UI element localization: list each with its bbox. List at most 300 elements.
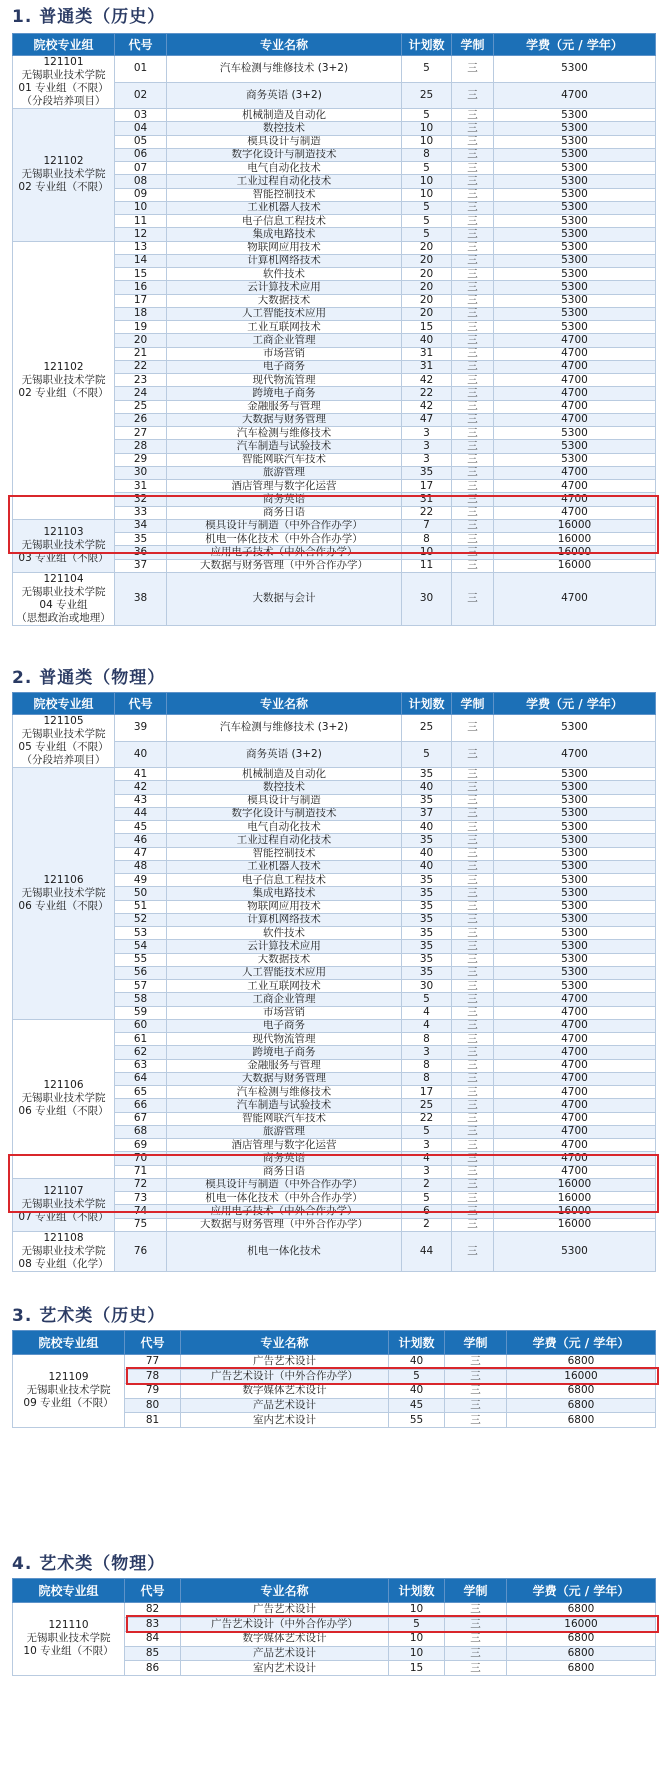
fee-cell: 16000: [494, 546, 656, 559]
duration-cell: 三: [452, 900, 494, 913]
code-cell: 39: [115, 715, 167, 742]
duration-cell: 三: [452, 874, 494, 887]
plan-cell: 55: [389, 1413, 445, 1428]
duration-cell: 三: [452, 807, 494, 820]
major-cell: 大数据与财务管理: [167, 413, 402, 426]
code-cell: 44: [115, 807, 167, 820]
fee-cell: 5300: [494, 307, 656, 320]
fee-cell: 4700: [494, 1125, 656, 1138]
plan-cell: 20: [402, 268, 452, 281]
plan-cell: 5: [402, 162, 452, 175]
fee-cell: 4700: [494, 1086, 656, 1099]
duration-cell: 三: [452, 1165, 494, 1178]
duration-cell: 三: [452, 1112, 494, 1125]
group-label-line: 10 专业组（不限）: [23, 1645, 114, 1658]
major-cell: 集成电路技术: [167, 887, 402, 900]
group-label-line: 121107: [43, 1185, 84, 1198]
duration-cell: 三: [452, 940, 494, 953]
plan-cell: 5: [402, 741, 452, 768]
plan-cell: 2: [402, 1178, 452, 1191]
code-cell: 72: [115, 1178, 167, 1191]
group-label-line: 121103: [43, 526, 84, 539]
fee-cell: 4700: [494, 993, 656, 1006]
duration-cell: 三: [445, 1355, 507, 1370]
plan-cell: 40: [402, 860, 452, 873]
plan-cell: 25: [402, 82, 452, 109]
major-cell: 机械制造及自动化: [167, 768, 402, 781]
fee-cell: 5300: [494, 453, 656, 466]
code-cell: 36: [115, 546, 167, 559]
major-cell: 市场营销: [167, 347, 402, 360]
fee-cell: 16000: [494, 1205, 656, 1218]
code-cell: 55: [115, 953, 167, 966]
plan-cell: 40: [389, 1384, 445, 1399]
major-cell: 模具设计与制造: [167, 794, 402, 807]
plan-cell: 4: [402, 1006, 452, 1019]
plan-cell: 4: [402, 1152, 452, 1165]
fee-cell: 4700: [494, 506, 656, 519]
group-label-line: 04 专业组: [39, 598, 88, 611]
plan-cell: 20: [402, 281, 452, 294]
plan-cell: 7: [402, 519, 452, 532]
code-cell: 81: [125, 1413, 181, 1428]
major-cell: 大数据技术: [167, 294, 402, 307]
major-cell: 现代物流管理: [167, 374, 402, 387]
plan-cell: 8: [402, 1059, 452, 1072]
fee-cell: 4700: [494, 493, 656, 506]
major-cell: 商务日语: [167, 1165, 402, 1178]
code-cell: 26: [115, 413, 167, 426]
major-cell: 云计算技术应用: [167, 940, 402, 953]
duration-cell: 三: [452, 913, 494, 926]
column-header-major: 专业名称: [167, 693, 402, 715]
plan-cell: 45: [389, 1398, 445, 1413]
major-cell: 工业互联网技术: [167, 321, 402, 334]
code-cell: 59: [115, 1006, 167, 1019]
major-cell: 室内艺术设计: [181, 1413, 389, 1428]
plan-cell: 3: [402, 453, 452, 466]
major-cell: 跨境电子商务: [167, 1046, 402, 1059]
duration-cell: 三: [452, 148, 494, 161]
duration-cell: 三: [452, 294, 494, 307]
duration-cell: 三: [452, 1152, 494, 1165]
fee-cell: 5300: [494, 927, 656, 940]
duration-cell: 三: [452, 109, 494, 122]
column-header-fee: 学费（元 / 学年）: [507, 1331, 656, 1355]
plan-cell: 8: [402, 533, 452, 546]
code-cell: 34: [115, 519, 167, 532]
major-cell: 汽车检测与维修技术 (3+2): [167, 56, 402, 83]
plan-cell: 31: [402, 360, 452, 373]
plan-cell: 25: [402, 715, 452, 742]
plan-cell: 5: [402, 1125, 452, 1138]
duration-cell: 三: [452, 1205, 494, 1218]
code-cell: 18: [115, 307, 167, 320]
duration-cell: 三: [452, 715, 494, 742]
fee-cell: 4700: [494, 1006, 656, 1019]
table-row: [13, 109, 656, 122]
code-cell: 24: [115, 387, 167, 400]
fee-cell: 6800: [507, 1355, 656, 1370]
duration-cell: 三: [452, 480, 494, 493]
major-cell: 电气自动化技术: [167, 162, 402, 175]
fee-cell: 16000: [494, 519, 656, 532]
duration-cell: 三: [452, 546, 494, 559]
plan-cell: 35: [402, 966, 452, 979]
duration-cell: 三: [452, 980, 494, 993]
fee-cell: 4700: [494, 413, 656, 426]
major-cell: 数字化设计与制造技术: [167, 807, 402, 820]
major-cell: 机电一体化技术（中外合作办学）: [167, 1192, 402, 1205]
fee-cell: 4700: [494, 480, 656, 493]
fee-cell: 5300: [494, 175, 656, 188]
duration-cell: 三: [452, 781, 494, 794]
plan-cell: 8: [402, 1033, 452, 1046]
major-cell: 软件技术: [167, 268, 402, 281]
plan-cell: 20: [402, 241, 452, 254]
fee-cell: 5300: [494, 874, 656, 887]
code-cell: 42: [115, 781, 167, 794]
code-cell: 80: [125, 1398, 181, 1413]
major-cell: 物联网应用技术: [167, 241, 402, 254]
major-cell: 工商企业管理: [167, 334, 402, 347]
duration-cell: 三: [452, 281, 494, 294]
code-cell: 32: [115, 493, 167, 506]
fee-cell: 5300: [494, 807, 656, 820]
column-header-plan: 计划数: [389, 1579, 445, 1603]
plan-cell: 5: [389, 1369, 445, 1384]
fee-cell: 4700: [494, 466, 656, 479]
fee-cell: 5300: [494, 440, 656, 453]
major-cell: 应用电子技术（中外合作办学）: [167, 1205, 402, 1218]
plan-cell: 42: [402, 374, 452, 387]
code-cell: 14: [115, 254, 167, 267]
major-cell: 大数据与财务管理: [167, 1072, 402, 1085]
plan-cell: 10: [389, 1603, 445, 1618]
fee-cell: 5300: [494, 281, 656, 294]
plan-cell: 20: [402, 254, 452, 267]
code-cell: 51: [115, 900, 167, 913]
column-header-code: 代号: [115, 693, 167, 715]
group-label-line: 01 专业组（不限）: [18, 82, 109, 94]
column-header-fee: 学费（元 / 学年）: [507, 1579, 656, 1603]
major-cell: 旅游管理: [167, 466, 402, 479]
duration-cell: 三: [452, 1099, 494, 1112]
fee-cell: 5300: [494, 148, 656, 161]
group-label-line: 无锡职业技术学院: [26, 1384, 111, 1397]
section-title: 3. 艺术类（历史）: [12, 1306, 166, 1326]
group-label-line: 无锡职业技术学院: [21, 168, 106, 181]
plan-cell: 40: [389, 1355, 445, 1370]
code-cell: 60: [115, 1019, 167, 1032]
duration-cell: 三: [445, 1646, 507, 1661]
group-label-cell: [13, 768, 115, 1020]
group-label-line: 无锡职业技术学院: [21, 886, 106, 899]
plan-cell: 25: [402, 1099, 452, 1112]
duration-cell: 三: [452, 559, 494, 572]
fee-cell: 5300: [494, 887, 656, 900]
fee-cell: 4700: [494, 1112, 656, 1125]
group-label-cell: [13, 572, 115, 625]
duration-cell: 三: [452, 1178, 494, 1191]
code-cell: 82: [125, 1603, 181, 1618]
duration-cell: 三: [452, 860, 494, 873]
code-cell: 37: [115, 559, 167, 572]
fee-cell: 4700: [494, 741, 656, 768]
code-cell: 57: [115, 980, 167, 993]
fee-cell: 5300: [494, 715, 656, 742]
duration-cell: 三: [452, 1218, 494, 1231]
code-cell: 54: [115, 940, 167, 953]
plan-cell: 22: [402, 387, 452, 400]
group-label-line: 121110: [48, 1619, 89, 1632]
plan-cell: 35: [402, 887, 452, 900]
section-title: 2. 普通类（物理）: [12, 668, 166, 688]
duration-cell: 三: [452, 533, 494, 546]
major-cell: 智能网联汽车技术: [167, 453, 402, 466]
duration-cell: 三: [452, 321, 494, 334]
fee-cell: 4700: [494, 1152, 656, 1165]
table-row: [13, 56, 656, 83]
fee-cell: 5300: [494, 294, 656, 307]
plan-cell: 5: [402, 201, 452, 214]
major-cell: 大数据与财务管理（中外合作办学）: [167, 1218, 402, 1231]
major-cell: 工业机器人技术: [167, 860, 402, 873]
group-label-line: 02 专业组（不限）: [18, 386, 109, 399]
code-cell: 25: [115, 400, 167, 413]
duration-cell: 三: [452, 122, 494, 135]
major-cell: 工业互联网技术: [167, 980, 402, 993]
code-cell: 62: [115, 1046, 167, 1059]
table-row: [13, 1355, 656, 1370]
column-header-group: 院校专业组: [13, 693, 115, 715]
fee-cell: 5300: [494, 188, 656, 201]
plan-cell: 8: [402, 1072, 452, 1085]
fee-cell: 4700: [494, 400, 656, 413]
group-label-cell: [13, 241, 115, 519]
table-row: [13, 572, 656, 625]
plan-cell: 35: [402, 794, 452, 807]
code-cell: 05: [115, 135, 167, 148]
major-cell: 大数据技术: [167, 953, 402, 966]
code-cell: 45: [115, 821, 167, 834]
fee-cell: 6800: [507, 1398, 656, 1413]
code-cell: 65: [115, 1086, 167, 1099]
table-header-row: [13, 1331, 656, 1355]
group-label-line: 121102: [43, 155, 84, 168]
duration-cell: 三: [452, 1139, 494, 1152]
duration-cell: 三: [452, 400, 494, 413]
code-cell: 21: [115, 347, 167, 360]
plan-cell: 10: [402, 122, 452, 135]
duration-cell: 三: [445, 1632, 507, 1647]
fee-cell: 16000: [507, 1617, 656, 1632]
table-row: [13, 519, 656, 532]
major-cell: 模具设计与制造（中外合作办学）: [167, 519, 402, 532]
fee-cell: 5300: [494, 860, 656, 873]
duration-cell: 三: [452, 821, 494, 834]
plan-cell: 31: [402, 493, 452, 506]
major-cell: 人工智能技术应用: [167, 307, 402, 320]
table-header-row: [13, 693, 656, 715]
major-cell: 广告艺术设计: [181, 1355, 389, 1370]
major-cell: 商务日语: [167, 506, 402, 519]
group-label-line: 08 专业组（化学）: [18, 1257, 109, 1270]
plan-cell: 35: [402, 927, 452, 940]
duration-cell: 三: [445, 1603, 507, 1618]
plan-cell: 35: [402, 953, 452, 966]
fee-cell: 4700: [494, 360, 656, 373]
group-label-cell: [13, 1178, 115, 1231]
plan-cell: 5: [402, 215, 452, 228]
major-cell: 商务英语: [167, 493, 402, 506]
major-cell: 计算机网络技术: [167, 254, 402, 267]
plan-cell: 8: [402, 148, 452, 161]
group-label-line: 03 专业组（不限）: [18, 552, 109, 565]
major-cell: 智能控制技术: [167, 847, 402, 860]
major-cell: 工业过程自动化技术: [167, 834, 402, 847]
plan-cell: 5: [389, 1617, 445, 1632]
code-cell: 16: [115, 281, 167, 294]
duration-cell: 三: [452, 347, 494, 360]
major-cell: 酒店管理与数字化运营: [167, 480, 402, 493]
fee-cell: 4700: [494, 572, 656, 625]
table-header-row: [13, 1579, 656, 1603]
group-label-cell: [13, 1355, 125, 1428]
major-cell: 大数据与会计: [167, 572, 402, 625]
plan-cell: 17: [402, 480, 452, 493]
fee-cell: 5300: [494, 900, 656, 913]
plan-cell: 35: [402, 874, 452, 887]
fee-cell: 4700: [494, 1046, 656, 1059]
table-header-row: [13, 34, 656, 56]
code-cell: 71: [115, 1165, 167, 1178]
fee-cell: 5300: [494, 162, 656, 175]
major-cell: 集成电路技术: [167, 228, 402, 241]
group-label-line: （分段培养项目）: [21, 754, 106, 766]
group-label-line: 07 专业组（不限）: [18, 1211, 109, 1224]
fee-cell: 6800: [507, 1603, 656, 1618]
column-header-major: 专业名称: [181, 1579, 389, 1603]
major-cell: 云计算技术应用: [167, 281, 402, 294]
admission-table: [12, 1578, 656, 1676]
fee-cell: 5300: [494, 940, 656, 953]
duration-cell: 三: [445, 1661, 507, 1676]
major-cell: 广告艺术设计: [181, 1603, 389, 1618]
group-label-line: 121102: [43, 360, 84, 373]
column-header-fee: 学费（元 / 学年）: [494, 34, 656, 56]
duration-cell: 三: [452, 1046, 494, 1059]
plan-cell: 4: [402, 1019, 452, 1032]
code-cell: 38: [115, 572, 167, 625]
major-cell: 工商企业管理: [167, 993, 402, 1006]
fee-cell: 5300: [494, 201, 656, 214]
major-cell: 数字媒体艺术设计: [181, 1632, 389, 1647]
group-label-line: 02 专业组（不限）: [18, 181, 109, 194]
group-label-line: 121109: [48, 1371, 89, 1384]
fee-cell: 5300: [494, 241, 656, 254]
fee-cell: 16000: [494, 1192, 656, 1205]
plan-cell: 2: [402, 1218, 452, 1231]
column-header-group: 院校专业组: [13, 34, 115, 56]
fee-cell: 5300: [494, 215, 656, 228]
fee-cell: 4700: [494, 1099, 656, 1112]
duration-cell: 三: [452, 741, 494, 768]
column-header-plan: 计划数: [389, 1331, 445, 1355]
fee-cell: 16000: [494, 1218, 656, 1231]
column-header-plan: 计划数: [402, 693, 452, 715]
fee-cell: 5300: [494, 122, 656, 135]
plan-cell: 3: [402, 1046, 452, 1059]
duration-cell: 三: [452, 927, 494, 940]
group-label-line: 06 专业组（不限）: [18, 1105, 109, 1118]
duration-cell: 三: [452, 519, 494, 532]
group-label-cell: [13, 1019, 115, 1178]
column-header-code: 代号: [125, 1331, 181, 1355]
major-cell: 电子商务: [167, 360, 402, 373]
column-header-code: 代号: [125, 1579, 181, 1603]
plan-cell: 5: [402, 109, 452, 122]
duration-cell: 三: [452, 215, 494, 228]
plan-cell: 6: [402, 1205, 452, 1218]
duration-cell: 三: [452, 847, 494, 860]
fee-cell: 4700: [494, 334, 656, 347]
major-cell: 模具设计与制造: [167, 135, 402, 148]
group-label-line: 09 专业组（不限）: [23, 1397, 114, 1410]
duration-cell: 三: [452, 175, 494, 188]
plan-cell: 35: [402, 834, 452, 847]
group-label-cell: [13, 519, 115, 572]
duration-cell: 三: [452, 834, 494, 847]
group-label-cell: [13, 1231, 115, 1271]
plan-cell: 30: [402, 980, 452, 993]
duration-cell: 三: [452, 1072, 494, 1085]
major-cell: 汽车制造与试验技术: [167, 1099, 402, 1112]
fee-cell: 6800: [507, 1384, 656, 1399]
code-cell: 41: [115, 768, 167, 781]
major-cell: 软件技术: [167, 927, 402, 940]
major-cell: 工业过程自动化技术: [167, 175, 402, 188]
code-cell: 52: [115, 913, 167, 926]
column-header-major: 专业名称: [167, 34, 402, 56]
code-cell: 02: [115, 82, 167, 109]
duration-cell: 三: [452, 953, 494, 966]
major-cell: 商务英语 (3+2): [167, 741, 402, 768]
fee-cell: 5300: [494, 953, 656, 966]
code-cell: 48: [115, 860, 167, 873]
duration-cell: 三: [452, 268, 494, 281]
group-label-line: （分段培养项目）: [21, 95, 106, 107]
column-header-code: 代号: [115, 34, 167, 56]
code-cell: 30: [115, 466, 167, 479]
duration-cell: 三: [452, 334, 494, 347]
major-cell: 应用电子技术（中外合作办学）: [167, 546, 402, 559]
fee-cell: 5300: [494, 56, 656, 83]
plan-cell: 10: [389, 1632, 445, 1647]
code-cell: 49: [115, 874, 167, 887]
fee-cell: 5300: [494, 1231, 656, 1271]
table-row: [13, 241, 656, 254]
plan-cell: 37: [402, 807, 452, 820]
code-cell: 27: [115, 427, 167, 440]
table-row: [13, 1231, 656, 1271]
admission-table: [12, 692, 656, 1272]
code-cell: 20: [115, 334, 167, 347]
duration-cell: 三: [452, 993, 494, 1006]
plan-cell: 35: [402, 913, 452, 926]
major-cell: 工业机器人技术: [167, 201, 402, 214]
code-cell: 43: [115, 794, 167, 807]
